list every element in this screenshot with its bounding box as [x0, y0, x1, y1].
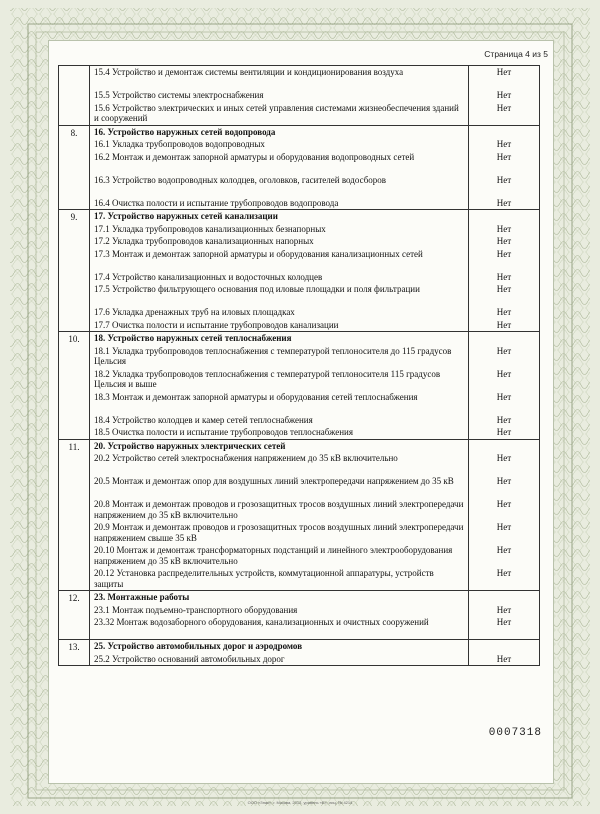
section-heading: 25. Устройство автомобильных дорог и аэродромов [94, 641, 303, 651]
work-types-cell [90, 125, 469, 210]
status-cell [469, 210, 540, 332]
row-number [59, 66, 90, 126]
table-row [59, 210, 540, 332]
page-number: Страница 4 из 5 [484, 49, 548, 59]
status-value: Нет [496, 545, 512, 555]
status-cell [469, 439, 540, 591]
status-cell [469, 332, 540, 440]
status-value: Нет [496, 391, 512, 402]
status-value: Нет [496, 248, 512, 259]
row-number: 9. [59, 210, 90, 332]
status-value: Нет [496, 90, 512, 100]
table-row [59, 332, 540, 440]
work-item: 16.2 Монтаж и демонтаж запорной арматуры и оборудования водопроводных сетей [94, 151, 415, 162]
work-item: 23.1 Монтаж подъемно-транспортного оборудования [94, 604, 298, 615]
work-item: 18.2 Укладка трубопроводов теплоснабжения с температурой теплоносителя 115 градусов Цельсия и выше [94, 368, 441, 389]
table-row [59, 66, 540, 126]
work-types-cell [90, 66, 469, 126]
work-item: 16.3 Устройство водопроводных колодцев, оголовков, гасителей водосборов [94, 174, 387, 185]
section-heading: 23. Монтажные работы [94, 592, 190, 602]
status-value: Нет [496, 653, 512, 664]
status-value: Нет [496, 284, 512, 294]
status-value [469, 440, 539, 453]
status-value: Нет [496, 499, 512, 509]
table-row [59, 591, 540, 640]
row-number: 13. [59, 640, 90, 666]
permits-table [58, 65, 540, 666]
work-types-cell [90, 591, 469, 640]
work-item: 18.4 Устройство колодцев и камер сетей теплоснабжения [94, 414, 313, 425]
work-item: 15.6 Устройство электрических и иных сетей управления системами жизнеобеспечения зданий и сооружений [94, 102, 459, 123]
status-cell [469, 125, 540, 210]
work-item: 18.3 Монтаж и демонтаж запорной арматуры и оборудования сетей теплоснабжения [94, 391, 418, 402]
work-types-cell [90, 439, 469, 591]
status-cell [469, 591, 540, 640]
status-value: Нет [496, 174, 512, 185]
work-item: 17.6 Укладка дренажных труб на иловых площадках [94, 307, 295, 317]
section-heading: 18. Устройство наружных сетей теплоснабжения [94, 333, 292, 343]
status-value: Нет [496, 197, 512, 208]
work-item: 18.5 Очистка полости и испытание трубопроводов теплоснабжения [94, 427, 354, 437]
status-value: Нет [496, 522, 512, 532]
status-value: Нет [496, 604, 512, 615]
serial-number: 0007318 [488, 727, 542, 739]
status-value: Нет [496, 139, 512, 149]
work-item: 17.2 Укладка трубопроводов канализационных напорных [94, 236, 314, 246]
work-item: 15.4 Устройство и демонтаж системы вентиляции и кондиционирования воздуха [94, 67, 404, 77]
status-value: Нет [496, 151, 512, 162]
status-value: Нет [496, 223, 512, 234]
status-value: Нет [496, 102, 512, 113]
status-cell [469, 640, 540, 666]
work-item: 17.3 Монтаж и демонтаж запорной арматуры и оборудования канализационных сетей [94, 248, 423, 259]
status-cell [469, 66, 540, 126]
status-value [469, 591, 539, 604]
status-value [469, 210, 539, 223]
status-value: Нет [496, 319, 512, 330]
work-types-cell [90, 332, 469, 440]
section-heading: 20. Устройство наружных электрических сетей [94, 440, 286, 451]
row-number: 11. [59, 439, 90, 591]
status-value: Нет [496, 617, 512, 627]
work-types-cell [90, 640, 469, 666]
section-heading: 16. Устройство наружных сетей водопровода [94, 126, 276, 137]
work-item: 17.7 Очистка полости и испытание трубопроводов канализации [94, 319, 339, 330]
status-value: Нет [496, 368, 512, 379]
status-value: Нет [496, 307, 512, 317]
work-item: 20.10 Монтаж и демонтаж трансформаторных подстанций и линейного электрооборудования напряжением до 35 кВ включительно [94, 545, 453, 566]
work-types-cell [90, 210, 469, 332]
work-item: 23.32 Монтаж водозаборного оборудования, канализационных и очистных сооружений [94, 617, 429, 627]
work-item: 20.8 Монтаж и демонтаж проводов и грозозащитных тросов воздушных линий электропередачи напряжением до 35 кВ включительно [94, 499, 464, 520]
work-item: 20.5 Монтаж и демонтаж опор для воздушных линий электропередачи напряжением до 35 кВ [94, 476, 454, 486]
row-number: 8. [59, 125, 90, 210]
table-row [59, 439, 540, 591]
row-number: 10. [59, 332, 90, 440]
printer-footer: ООО «Знак», г. Москва, 2012, уровень «Б», лиц. № 4214 [247, 800, 353, 805]
work-item: 15.5 Устройство системы электроснабжения [94, 90, 264, 100]
table-row [59, 125, 540, 210]
status-value: Нет [496, 476, 512, 486]
status-value: Нет [496, 427, 512, 437]
status-value: Нет [496, 271, 512, 282]
work-item: 20.9 Монтаж и демонтаж проводов и грозозащитных тросов воздушных линий электропередачи напряжением свыше 35 кВ [94, 522, 464, 543]
status-value: Нет [496, 345, 512, 356]
status-value [469, 640, 539, 653]
work-item: 16.1 Укладка трубопроводов водопроводных [94, 139, 265, 149]
work-item: 17.1 Укладка трубопроводов канализационных безнапорных [94, 223, 326, 234]
status-value [469, 332, 539, 345]
section-heading: 17. Устройство наружных сетей канализации [94, 211, 278, 221]
status-value: Нет [496, 67, 512, 77]
work-item: 25.2 Устройство оснований автомобильных дорог [94, 653, 285, 664]
work-item: 20.12 Установка распределительных устройств, коммутационной аппаратуры, устройств защиты [94, 568, 434, 589]
work-item: 20.2 Устройство сетей электроснабжения напряжением до 35 кВ включительно [94, 453, 398, 463]
row-number: 12. [59, 591, 90, 640]
table-row [59, 640, 540, 666]
status-value: Нет [496, 236, 512, 246]
work-item: 17.4 Устройство канализационных и водосточных колодцев [94, 271, 323, 282]
work-item: 17.5 Устройство фильтрующего основания под иловые площадки и поля фильтрации [94, 284, 420, 294]
status-value: Нет [496, 414, 512, 425]
work-item: 16.4 Очистка полости и испытание трубопроводов водопровода [94, 197, 339, 208]
work-item: 18.1 Укладка трубопроводов теплоснабжения с температурой теплоносителя до 115 градусов Цельсия [94, 345, 452, 366]
status-value: Нет [496, 568, 512, 578]
status-value: Нет [496, 453, 512, 463]
status-value [469, 126, 539, 139]
